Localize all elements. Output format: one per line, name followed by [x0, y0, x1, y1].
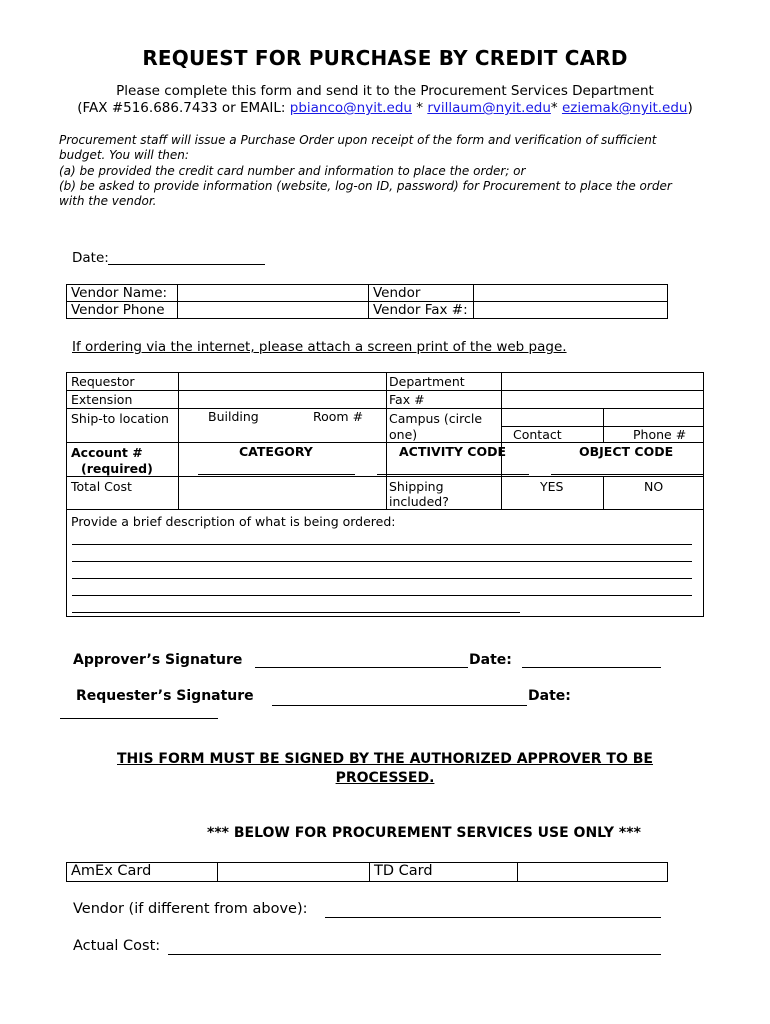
description-line[interactable]	[72, 544, 692, 545]
account-required: (required)	[81, 461, 153, 476]
fax-suffix: )	[687, 100, 693, 116]
shipping-label: included?	[389, 494, 449, 509]
no-option[interactable]: NO	[644, 479, 664, 494]
shipping-label: Shipping	[389, 479, 444, 494]
requestor-label: Requestor	[71, 374, 135, 389]
vendor-fax-label: Vendor Fax #:	[369, 302, 474, 319]
intro-line: budget. You will then:	[59, 148, 189, 162]
activity-code-label: ACTIVITY CODE	[399, 444, 506, 459]
requester-date-field[interactable]	[60, 718, 218, 719]
description-line[interactable]	[72, 612, 520, 613]
amex-label: AmEx Card	[67, 863, 218, 882]
divider	[66, 476, 704, 477]
extension-label: Extension	[71, 392, 133, 407]
shipto-label: Ship-to location	[71, 411, 169, 426]
email-link-pbianco[interactable]: pbianco@nyit.edu	[289, 100, 412, 116]
vendor-name-label: Vendor Name:	[67, 285, 178, 302]
campus-label: one)	[389, 427, 418, 442]
divider	[178, 372, 179, 509]
approver-date-label: Date:	[469, 652, 512, 668]
object-code-field[interactable]	[551, 474, 703, 475]
intro-line: Procurement staff will issue a Purchase Order upon receipt of the form and verification of sufficient	[59, 133, 657, 147]
vendor-different-label: Vendor (if different from above):	[73, 901, 308, 917]
campus-label: Campus (circle	[389, 411, 483, 426]
description-line[interactable]	[72, 578, 692, 579]
date-label: Date:	[72, 250, 109, 266]
object-code-label: OBJECT CODE	[579, 444, 674, 459]
separator: *	[411, 100, 428, 116]
category-label: CATEGORY	[239, 444, 313, 459]
divider	[386, 372, 387, 509]
department-label: Department	[389, 374, 465, 389]
activity-code-field[interactable]	[377, 474, 529, 475]
room-label: Room #	[313, 409, 364, 424]
email-link-eziemak[interactable]: eziemak@nyit.edu	[561, 100, 688, 116]
notice-text: PROCESSED.	[335, 770, 435, 786]
description-line[interactable]	[72, 561, 692, 562]
intro-line: (b) be asked to provide information (website, log-on ID, password) for Procurement to place the order	[59, 179, 672, 193]
intro-line: with the vendor.	[59, 194, 157, 208]
requester-signature-label: Requester’s Signature	[76, 688, 254, 704]
actual-cost-label: Actual Cost:	[73, 938, 161, 954]
contact-label: Contact	[513, 427, 562, 442]
amex-field[interactable]	[218, 863, 370, 882]
intro-line: (a) be provided the credit card number and information to place the order; or	[59, 164, 526, 178]
vendor-table	[66, 284, 668, 319]
card-table	[66, 862, 668, 882]
notice-text: THIS FORM MUST BE SIGNED BY THE AUTHORIZED APPROVER TO BE	[117, 751, 653, 767]
td-label: TD Card	[370, 863, 518, 882]
requester-date-label: Date:	[528, 688, 571, 704]
separator: *	[550, 100, 562, 116]
vendor-phone-label: Vendor Phone	[67, 302, 178, 319]
divider	[603, 408, 604, 442]
building-label: Building	[208, 409, 259, 424]
contact-line	[0, 100, 770, 116]
divider	[66, 442, 704, 443]
vendor-fax-field[interactable]	[474, 302, 668, 319]
subtitle-instructions: Please complete this form and send it to the Procurement Services Department	[116, 83, 654, 99]
internet-note: If ordering via the internet, please attach a screen print of the web page.	[72, 339, 567, 355]
description-label: Provide a brief description of what is being ordered:	[71, 514, 396, 529]
yes-option[interactable]: YES	[540, 479, 564, 494]
page-title: REQUEST FOR PURCHASE BY CREDIT CARD	[142, 46, 628, 70]
procurement-header: *** BELOW FOR PROCUREMENT SERVICES USE ONLY ***	[207, 825, 641, 841]
td-field[interactable]	[518, 863, 668, 882]
date-field[interactable]	[108, 264, 265, 265]
account-label: Account #	[71, 445, 143, 460]
divider	[603, 476, 604, 509]
vendor-different-field[interactable]	[325, 917, 661, 918]
category-field[interactable]	[198, 474, 355, 475]
divider	[66, 408, 704, 409]
description-line[interactable]	[72, 595, 692, 596]
divider	[66, 509, 704, 510]
approver-signature-field[interactable]	[255, 667, 468, 668]
fax-label: Fax #	[389, 392, 425, 407]
vendor-field[interactable]	[474, 285, 668, 302]
fax-prefix: (FAX #516.686.7433 or EMAIL:	[77, 100, 290, 116]
email-link-rvillaum[interactable]: rvillaum@nyit.edu	[427, 100, 551, 116]
divider	[66, 390, 704, 391]
divider	[501, 372, 502, 509]
vendor-name-field[interactable]	[178, 285, 369, 302]
vendor-phone-field[interactable]	[178, 302, 369, 319]
vendor-label: Vendor	[369, 285, 474, 302]
approver-date-field[interactable]	[522, 667, 661, 668]
requester-signature-field[interactable]	[272, 705, 527, 706]
total-cost-label: Total Cost	[71, 479, 132, 494]
actual-cost-field[interactable]	[168, 954, 661, 955]
phone-label: Phone #	[633, 427, 687, 442]
approver-signature-label: Approver’s Signature	[73, 652, 243, 668]
